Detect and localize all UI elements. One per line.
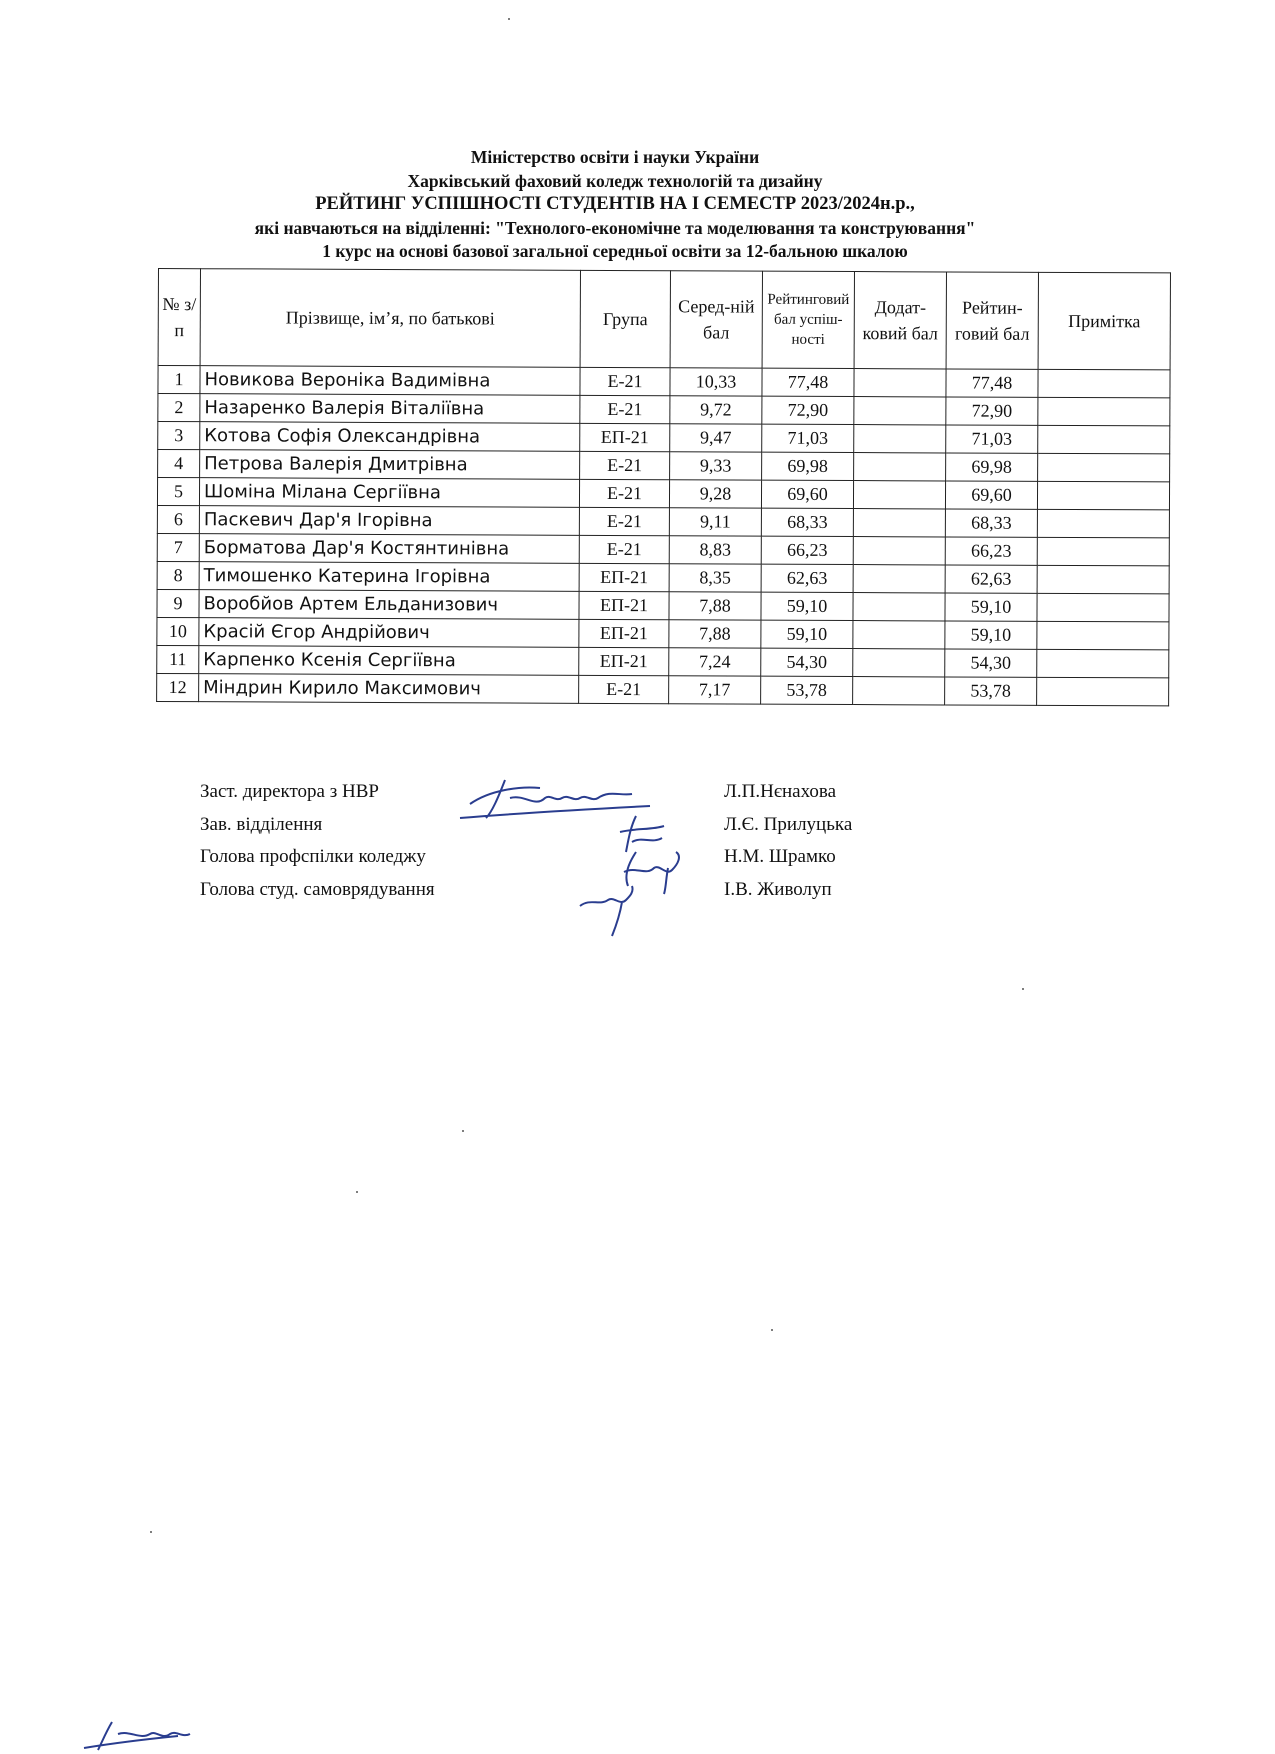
cell-num: 3 xyxy=(158,422,200,450)
cell-group: Е-21 xyxy=(579,479,669,507)
cell-group: Е-21 xyxy=(579,507,669,535)
cell-avg: 8,35 xyxy=(669,564,761,592)
cell-extra xyxy=(854,453,946,481)
cell-score: 62,63 xyxy=(761,564,853,592)
signer-role: Зав. відділення xyxy=(200,813,323,835)
cell-num: 12 xyxy=(157,673,199,701)
cell-score: 59,10 xyxy=(761,620,853,648)
cell-num: 7 xyxy=(157,533,199,561)
cell-name: Шоміна Мілана Сергіївна xyxy=(199,478,579,508)
cell-num: 9 xyxy=(157,589,199,617)
cell-num: 11 xyxy=(157,645,199,673)
cell-score: 66,23 xyxy=(761,536,853,564)
cell-score: 54,30 xyxy=(761,648,853,676)
cell-note xyxy=(1037,649,1169,678)
cell-score: 69,98 xyxy=(762,452,854,480)
cell-name: Тимошенко Катерина Ігорівна xyxy=(199,562,579,592)
cell-avg: 7,24 xyxy=(669,648,761,676)
cell-extra xyxy=(853,509,945,537)
rating-table xyxy=(156,268,1171,706)
cell-group: Е-21 xyxy=(580,451,670,479)
cell-avg: 9,11 xyxy=(669,508,761,536)
cell-note xyxy=(1037,537,1169,566)
cell-final: 77,48 xyxy=(946,369,1038,397)
cell-name: Карпенко Ксенія Сергіївна xyxy=(199,646,579,676)
signer-name: Л.П.Нєнахова xyxy=(724,781,837,802)
table-row xyxy=(157,478,1169,510)
table-row xyxy=(158,366,1170,398)
cell-avg: 7,88 xyxy=(669,620,761,648)
cell-final: 66,23 xyxy=(945,537,1037,565)
cell-avg: 8,83 xyxy=(669,536,761,564)
cell-num: 5 xyxy=(157,478,199,506)
signatures-block xyxy=(200,776,853,906)
cell-final: 69,60 xyxy=(945,481,1037,509)
cell-group: Е-21 xyxy=(579,535,669,563)
cell-num: 8 xyxy=(157,561,199,589)
cell-avg: 7,88 xyxy=(669,592,761,620)
cell-avg: 7,17 xyxy=(669,676,761,704)
cell-score: 53,78 xyxy=(761,676,853,704)
cell-avg: 9,33 xyxy=(670,452,762,480)
col-header-group: Група xyxy=(580,270,670,367)
cell-name: Красій Єгор Андрійович xyxy=(199,618,579,648)
cell-extra xyxy=(854,425,946,453)
document-heading xyxy=(150,146,1080,264)
cell-note xyxy=(1038,453,1170,482)
cell-final: 59,10 xyxy=(945,621,1037,649)
cell-final: 53,78 xyxy=(945,677,1037,705)
cell-name: Паскевич Дар'я Ігорівна xyxy=(199,506,579,536)
scan-speck xyxy=(462,1130,464,1132)
cell-score: 72,90 xyxy=(762,396,854,424)
col-header-avg: Серед-ній бал xyxy=(670,271,762,368)
cell-num: 1 xyxy=(158,366,200,394)
table-row xyxy=(158,450,1170,482)
cell-note xyxy=(1037,621,1169,650)
cell-note xyxy=(1038,425,1170,454)
cell-name: Міндрин Кирило Максимович xyxy=(199,674,579,704)
cell-final: 62,63 xyxy=(945,565,1037,593)
cell-extra xyxy=(853,677,945,705)
table-row xyxy=(157,617,1169,649)
cell-score: 69,60 xyxy=(761,480,853,508)
course-line: 1 курс на основі базової загальної середньої освіти за 12-бальною шкалою xyxy=(322,241,908,261)
college-line: Харківський фаховий коледж технологій та дизайну xyxy=(407,170,823,191)
cell-extra xyxy=(853,565,945,593)
cell-note xyxy=(1037,509,1169,538)
cell-name: Воробйов Артем Ельданизович xyxy=(199,590,579,620)
cell-final: 72,90 xyxy=(946,397,1038,425)
ministry-line: Міністерство освіти і науки України xyxy=(470,147,760,167)
cell-note xyxy=(1037,565,1169,594)
cell-num: 10 xyxy=(157,617,199,645)
cell-extra xyxy=(854,397,946,425)
table-row xyxy=(157,533,1169,565)
cell-name: Петрова Валерія Дмитрівна xyxy=(200,450,580,480)
handwritten-signature-4 xyxy=(574,880,654,940)
scan-speck xyxy=(1022,988,1024,990)
table-row xyxy=(157,645,1169,677)
cell-group: ЕП-21 xyxy=(580,423,670,451)
cell-avg: 10,33 xyxy=(670,368,762,396)
cell-avg: 9,72 xyxy=(670,396,762,424)
cell-final: 59,10 xyxy=(945,593,1037,621)
cell-note xyxy=(1038,369,1170,398)
cell-group: ЕП-21 xyxy=(579,563,669,591)
cell-score: 68,33 xyxy=(761,508,853,536)
cell-avg: 9,28 xyxy=(669,480,761,508)
cell-score: 59,10 xyxy=(761,592,853,620)
col-header-num: № з/п xyxy=(158,269,200,366)
signer-name: Н.М. Шрамко xyxy=(724,846,836,867)
col-header-note: Примітка xyxy=(1038,272,1170,370)
cell-note xyxy=(1037,677,1169,706)
cell-final: 71,03 xyxy=(946,425,1038,453)
cell-group: ЕП-21 xyxy=(579,647,669,675)
cell-final: 68,33 xyxy=(945,509,1037,537)
signer-names xyxy=(724,776,852,906)
cell-extra xyxy=(853,621,945,649)
col-header-score: Рейтинговий бал успіш-ності xyxy=(762,271,854,368)
signer-name: І.В. Живолуп xyxy=(724,878,832,900)
table-row xyxy=(157,505,1169,537)
cell-extra xyxy=(853,649,945,677)
table-row xyxy=(157,589,1169,621)
signer-roles xyxy=(200,776,435,906)
col-header-extra: Додат-ковий бал xyxy=(854,272,946,369)
cell-extra xyxy=(854,369,946,397)
scan-speck xyxy=(771,1329,773,1331)
cell-score: 71,03 xyxy=(762,424,854,452)
cell-name: Борматова Дар'я Костянтинівна xyxy=(199,534,579,564)
col-header-final: Рейтин-говий бал xyxy=(946,272,1038,369)
cell-note xyxy=(1037,481,1169,510)
cell-group: Е-21 xyxy=(580,395,670,423)
cell-num: 2 xyxy=(158,394,200,422)
signer-role: Голова профспілки коледжу xyxy=(200,846,426,867)
cell-group: ЕП-21 xyxy=(579,619,669,647)
cell-name: Назаренко Валерія Віталіївна xyxy=(200,394,580,424)
cell-avg: 9,47 xyxy=(670,424,762,452)
signer-role: Голова студ. самоврядування xyxy=(200,878,435,900)
scan-speck xyxy=(508,18,510,20)
signer-role: Заст. директора з НВР xyxy=(200,781,379,802)
signer-name: Л.Є. Прилуцька xyxy=(724,813,853,835)
cell-name: Котова Софія Олександрівна xyxy=(200,422,580,452)
table-row xyxy=(157,561,1169,593)
table-row xyxy=(158,422,1170,454)
scan-speck xyxy=(356,1191,358,1193)
cell-group: Е-21 xyxy=(579,675,669,703)
cell-group: Е-21 xyxy=(580,367,670,395)
table-row xyxy=(157,673,1169,705)
cell-num: 6 xyxy=(157,505,199,533)
corner-initials-signature xyxy=(78,1716,208,1754)
cell-extra xyxy=(853,537,945,565)
cell-note xyxy=(1038,397,1170,426)
cell-extra xyxy=(853,593,945,621)
document-title: РЕЙТИНГ УСПІШНОСТІ СТУДЕНТІВ НА І СЕМЕСТР 2023/2024н.р., xyxy=(315,194,915,214)
cell-group: ЕП-21 xyxy=(579,591,669,619)
cell-score: 77,48 xyxy=(762,368,854,396)
cell-num: 4 xyxy=(158,450,200,478)
table-row xyxy=(158,394,1170,426)
cell-note xyxy=(1037,593,1169,622)
table-header-row xyxy=(158,269,1170,370)
col-header-name: Прізвище, ім’я, по батькові xyxy=(200,269,580,368)
cell-final: 69,98 xyxy=(946,453,1038,481)
cell-final: 54,30 xyxy=(945,649,1037,677)
scan-speck xyxy=(150,1531,152,1533)
cell-extra xyxy=(853,481,945,509)
cell-name: Новикова Вероніка Вадимівна xyxy=(200,366,580,396)
department-line: які навчаються на відділенні: "Технолого-економічне та моделювання та конструювання" xyxy=(254,217,976,238)
